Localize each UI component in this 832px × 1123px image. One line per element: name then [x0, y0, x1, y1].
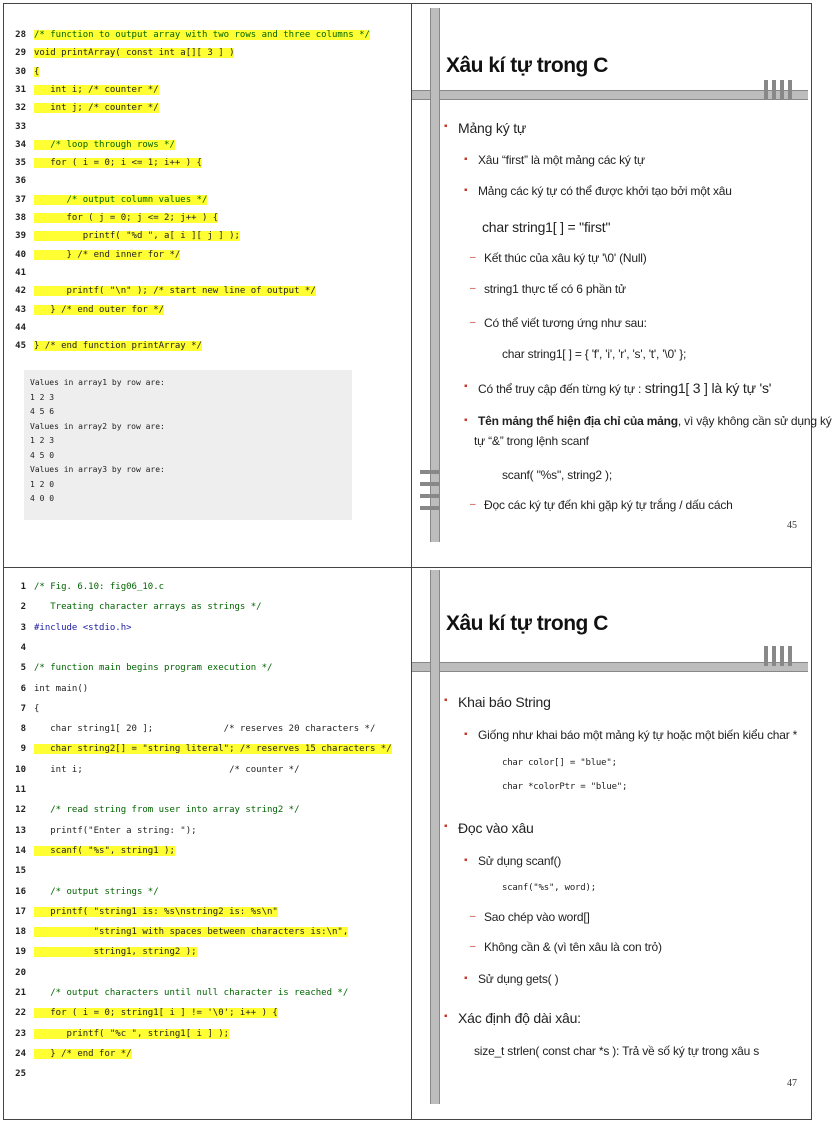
- code-line: [8, 122, 404, 134]
- code-line: [8, 1008, 404, 1020]
- line-number: 15: [15, 866, 26, 877]
- line-number: 16: [15, 886, 26, 897]
- line-number: 33: [15, 121, 26, 132]
- code-line: [8, 805, 404, 817]
- code-text: for ( i = 0; i <= 1; i++ ) {: [34, 158, 202, 169]
- slide-decoration-icon: [762, 642, 798, 670]
- line-number: 30: [15, 66, 26, 77]
- code-line: [8, 268, 404, 280]
- slide-47: [412, 570, 808, 1104]
- slide-text-line: Giống như khai báo một mảng ký tự hoặc một biến kiểu char *: [478, 728, 798, 742]
- bullet-icon: ▪: [464, 185, 468, 196]
- code-line: [8, 724, 404, 736]
- slide-text-line: scanf("%s", word);: [502, 883, 596, 893]
- line-number: 35: [15, 158, 26, 169]
- bullet-icon: ▪: [464, 973, 468, 984]
- code-line: [8, 85, 404, 97]
- line-number: 10: [15, 764, 26, 775]
- slide-text-line: [478, 414, 832, 428]
- code-text: } /* end for */: [34, 1048, 132, 1059]
- line-number: 31: [15, 84, 26, 95]
- bullet-icon: ▪: [464, 415, 468, 426]
- code-text: char string1[ 20 ]; /* reserves 20 characters */: [34, 724, 376, 735]
- slide-text-line: Mảng các ký tự có thể được khởi tạo bởi một xâu: [478, 184, 732, 198]
- bullet-icon: ▪: [464, 729, 468, 740]
- line-number: 19: [15, 947, 26, 958]
- output-line: Values in array1 by row are:: [30, 378, 165, 387]
- code-line: [8, 947, 404, 959]
- code-text: /* function to output array with two rows and three columns */: [34, 30, 370, 40]
- line-number: 1: [20, 582, 26, 592]
- code-text: int j; /* counter */: [34, 103, 159, 114]
- code-line: [8, 140, 404, 152]
- line-number: 18: [15, 927, 26, 938]
- code-text: /* output strings */: [34, 886, 159, 897]
- bullet-icon: ▪: [444, 695, 448, 706]
- slide-text-line: Kết thúc của xâu ký tự '\0' (Null): [484, 251, 647, 265]
- output-line: 1 2 3: [30, 436, 55, 445]
- bullet-icon: –: [470, 499, 476, 510]
- code-line: [8, 704, 404, 716]
- code-line: [8, 907, 404, 919]
- slide-text-line: Xác định độ dài xâu:: [458, 1010, 581, 1026]
- slide-text-line: Đọc vào xâu: [458, 820, 534, 836]
- code-line: [8, 1069, 404, 1081]
- code-line: [8, 213, 404, 225]
- line-number: 3: [20, 622, 26, 633]
- line-number: 41: [15, 267, 26, 278]
- line-number: 6: [20, 683, 26, 694]
- code-line: [8, 826, 404, 838]
- slide-text-line: Có thể truy cập đến từng ký tự : string1[ 3 ] là ký tự 's': [478, 380, 772, 396]
- code-line: [8, 968, 404, 980]
- line-number: 20: [15, 967, 26, 978]
- slide-text-line: Đọc các ký tự đến khi gặp ký tự trắng / dấu cách: [484, 498, 733, 512]
- slide-title: Xâu kí tự trong C: [446, 612, 608, 635]
- access-example: string1[ 3 ] là ký tự 's': [641, 380, 772, 396]
- line-number: 32: [15, 103, 26, 114]
- output-line: 4 0 0: [30, 494, 55, 503]
- line-number: 21: [15, 988, 26, 998]
- code-text: "string1 with spaces between characters is:\n",: [34, 927, 349, 938]
- code-text: /* read string from user into array string2 */: [34, 805, 300, 816]
- code-line: [8, 341, 404, 353]
- line-number: 40: [15, 249, 26, 260]
- line-number: 2: [20, 602, 26, 613]
- code-text: } /* end function printArray */: [34, 341, 202, 352]
- line-number: 36: [15, 176, 26, 187]
- code-text: Treating character arrays as strings */: [34, 602, 262, 613]
- bullet-icon: ▪: [464, 381, 468, 392]
- code-text: } /* end outer for */: [34, 304, 165, 315]
- slide-title-bar: [412, 90, 808, 100]
- code-text: char string2[] = "string literal"; /* reserves 15 characters */: [34, 744, 392, 755]
- code-line: [8, 48, 404, 60]
- code-line: [8, 602, 404, 614]
- code-line: [8, 250, 404, 262]
- bullet-icon: –: [470, 283, 476, 294]
- output-line: Values in array2 by row are:: [30, 421, 165, 431]
- slide-text-line: Sử dụng gets( ): [478, 972, 559, 986]
- code-line: [8, 176, 404, 188]
- code-text: {: [34, 703, 40, 714]
- code-text: /* Fig. 6.10: fig06_10.c: [34, 582, 165, 592]
- code-line: [8, 663, 404, 675]
- bullet-icon: ▪: [444, 121, 448, 132]
- line-number: 28: [15, 30, 26, 40]
- code-text: scanf( "%s", string1 );: [34, 845, 175, 856]
- program-output-box: [24, 370, 352, 520]
- bold-text: Tên mảng thể hiện địa chỉ của mảng: [478, 414, 678, 428]
- line-number: 12: [15, 805, 26, 816]
- code-line: [8, 582, 404, 594]
- code-text: int i; /* counter */: [34, 764, 300, 775]
- code-line: [8, 231, 404, 243]
- slide-decoration-icon: [762, 76, 798, 104]
- code-text: /* function main begins program execution */: [34, 663, 273, 674]
- slide-text-line: string1 thực tế có 6 phần tử: [484, 282, 626, 296]
- line-number: 29: [15, 48, 26, 59]
- bullet-icon: ▪: [444, 1011, 448, 1022]
- slide-text-line: Sao chép vào word[]: [484, 910, 590, 924]
- page-number: 47: [787, 1078, 797, 1089]
- slide-text-line: char string1[ ] = "first": [482, 219, 611, 235]
- slide-text-line: Xâu “first” là một mảng các ký tự: [478, 153, 645, 167]
- code-text: /* output characters until null character is reached */: [34, 988, 349, 998]
- slide-text-line: size_t strlen( const char *s ): Trả về số ký tự trong xâu s: [474, 1044, 760, 1058]
- bullet-icon: ▪: [464, 855, 468, 866]
- line-number: 14: [15, 845, 26, 856]
- code-line: [8, 67, 404, 79]
- bullet-icon: ▪: [444, 821, 448, 832]
- output-line: 1 2 3: [30, 392, 55, 402]
- code-text: /* output column values */: [34, 194, 208, 205]
- code-line: [8, 195, 404, 207]
- slide-text-line: Mảng ký tự: [458, 120, 527, 136]
- bullet-icon: –: [470, 941, 476, 952]
- slide-side-decoration-icon: [416, 468, 444, 528]
- slide-text-line: Có thể viết tương ứng như sau:: [484, 316, 647, 330]
- code-line: [8, 866, 404, 878]
- bullet-icon: ▪: [464, 154, 468, 165]
- code-line: [8, 623, 404, 635]
- normal-text: , vì vậy không cần sử dụng ký: [677, 414, 832, 428]
- slide-left-bar: [430, 570, 440, 1104]
- line-number: 22: [15, 1008, 26, 1019]
- output-line: 4 5 6: [30, 407, 55, 416]
- line-number: 17: [15, 906, 26, 917]
- bullet-icon: –: [470, 317, 476, 328]
- code-line: [8, 927, 404, 939]
- code-line: [8, 744, 404, 756]
- line-number: 38: [15, 213, 26, 223]
- code-line: [8, 286, 404, 298]
- code-line: [8, 1029, 404, 1041]
- code-text: printf( "string1 is: %s\nstring2 is: %s\n": [34, 906, 278, 917]
- code-line: [8, 103, 404, 115]
- code-text: /* loop through rows */: [34, 139, 175, 150]
- slide-text-line: tự “&” trong lệnh scanf: [474, 434, 589, 448]
- slide-title-bar: [412, 662, 808, 672]
- line-number: 7: [20, 703, 26, 714]
- bullet-icon: –: [470, 911, 476, 922]
- line-number: 25: [15, 1069, 26, 1080]
- code-line: [8, 887, 404, 899]
- output-line: 4 5 0: [30, 450, 55, 460]
- code-text: printf("Enter a string: ");: [34, 825, 197, 836]
- code-panel-bottom-left: [8, 580, 404, 1100]
- output-line: 1 2 0: [30, 479, 55, 489]
- code-line: [8, 684, 404, 696]
- code-line: [8, 765, 404, 777]
- slide-text-line: Không cần & (vì tên xâu là con trỏ): [484, 940, 662, 954]
- code-text: printf( "\n" ); /* start new line of output */: [34, 286, 316, 297]
- line-number: 39: [15, 231, 26, 242]
- line-number: 42: [15, 286, 26, 297]
- code-text: int i; /* counter */: [34, 84, 159, 95]
- line-number: 24: [15, 1048, 26, 1059]
- line-number: 5: [20, 663, 26, 674]
- line-number: 45: [15, 341, 26, 352]
- line-number: 13: [15, 825, 26, 836]
- code-text: int main(): [34, 683, 89, 694]
- code-line: [8, 305, 404, 317]
- code-text: #include <stdio.h>: [34, 622, 132, 633]
- code-line: [8, 846, 404, 858]
- slide-title: Xâu kí tự trong C: [446, 54, 608, 77]
- line-number: 8: [20, 724, 26, 735]
- horizontal-divider: [4, 567, 811, 568]
- code-text: {: [34, 66, 40, 77]
- line-number: 44: [15, 322, 26, 333]
- slide-text-line: Sử dụng scanf(): [478, 854, 562, 868]
- code-text: for ( i = 0; string1[ i ] != '\0'; i++ ) {: [34, 1008, 278, 1019]
- bullet-icon: –: [470, 252, 476, 263]
- slide-text-line: char *colorPtr = "blue";: [502, 782, 628, 792]
- line-number: 34: [15, 139, 26, 150]
- code-text: string1, string2 );: [34, 947, 197, 958]
- code-text: printf( "%d ", a[ i ][ j ] );: [34, 231, 240, 242]
- code-line: [8, 988, 404, 1000]
- code-line: [8, 30, 404, 42]
- code-text: for ( j = 0; j <= 2; j++ ) {: [34, 213, 219, 223]
- code-text: } /* end inner for */: [34, 249, 181, 260]
- code-text: printf( "%c ", string1[ i ] );: [34, 1028, 230, 1039]
- code-line: [8, 323, 404, 335]
- code-line: [8, 158, 404, 170]
- line-number: 37: [15, 194, 26, 205]
- slide-text-line: char string1[ ] = { 'f', 'i', 'r', 's', 't', '\0' };: [502, 347, 687, 361]
- code-text: void printArray( const int a[][ 3 ] ): [34, 48, 235, 59]
- slide-text-line: char color[] = "blue";: [502, 758, 617, 768]
- line-number: 11: [15, 785, 26, 795]
- code-line: [8, 643, 404, 655]
- line-number: 43: [15, 304, 26, 315]
- line-number: 9: [20, 744, 26, 755]
- code-line: [8, 1049, 404, 1061]
- code-line: [8, 785, 404, 797]
- slide-45: [412, 8, 832, 542]
- slide-text-line: Khai báo String: [458, 694, 551, 710]
- output-line: Values in array3 by row are:: [30, 465, 165, 474]
- slide-left-bar: [430, 8, 440, 542]
- line-number: 4: [20, 642, 26, 653]
- line-number: 23: [15, 1028, 26, 1039]
- page-number: 45: [787, 520, 797, 531]
- slide-text-line: scanf( "%s", string2 );: [502, 468, 612, 482]
